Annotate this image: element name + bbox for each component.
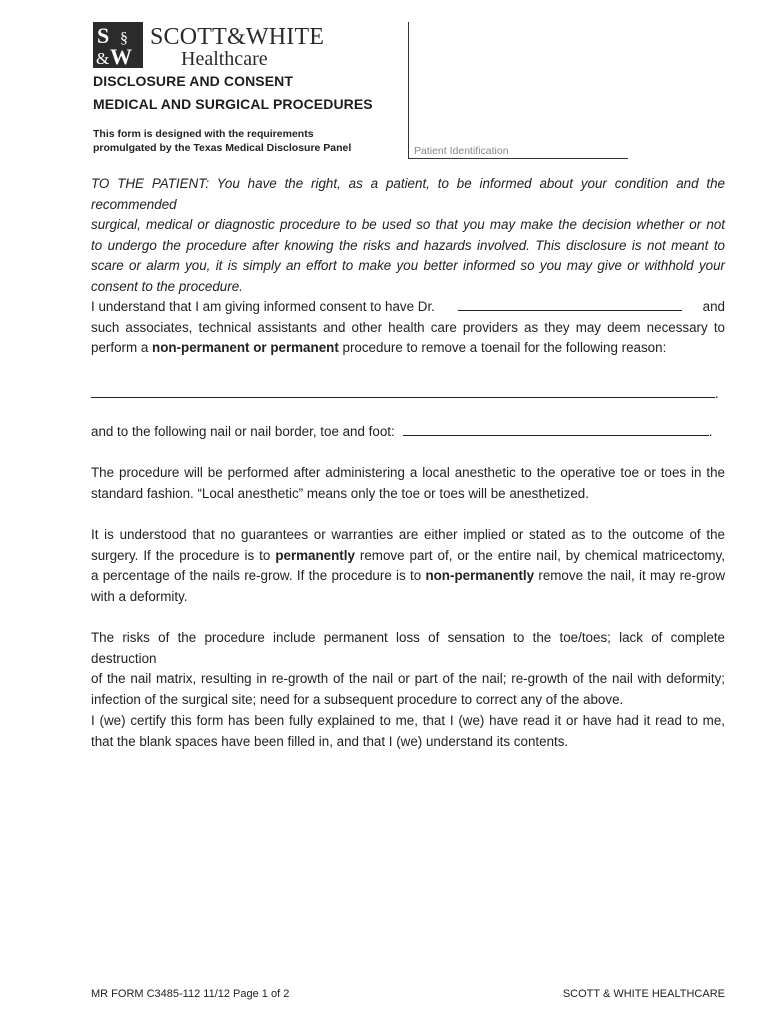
guarantee-line-2-end: remove part of, or the entire nail, by chemical matricectomy,: [354, 547, 726, 563]
patient-rights-paragraph: [91, 174, 725, 298]
patient-id-box-bottom-border: [408, 158, 628, 159]
non-permanently-text: non-permanently: [425, 568, 535, 584]
consent-doctor-text: I understand that I am giving informed consent to have Dr.: [91, 299, 435, 314]
patient-id-box-left-border: [408, 22, 409, 158]
consent-and-text: and: [702, 299, 725, 314]
reason-field[interactable]: [91, 397, 715, 398]
consent-line-3-start: perform a: [91, 340, 153, 356]
permanently-text: permanently: [275, 547, 355, 563]
logo-subtitle: Healthcare: [181, 48, 268, 70]
paragraph-line: scare or alarm you, it is simply an effort to make you better informed so you may give or withhold your: [91, 258, 725, 274]
guarantee-line-3-end: remove the nail, it may re-grow: [534, 568, 725, 584]
paragraph-line: The procedure will be performed after administering a local anesthetic to the operative toe or toes in the: [91, 465, 725, 480]
form-title-line-2: MEDICAL AND SURGICAL PROCEDURES: [93, 96, 373, 112]
consent-line-3-end: procedure to remove a toenail for the following reason:: [338, 340, 667, 356]
consent-line-2: such associates, technical assistants and other health care providers as they may deem necessary to: [91, 319, 725, 335]
paragraph-line: The risks of the procedure include permanent loss of sensation to the toe/toes; lack of complete destruction: [91, 630, 725, 666]
organization-footer: SCOTT & WHITE HEALTHCARE: [562, 988, 725, 1000]
consent-line-3: [91, 338, 725, 359]
paragraph-line: I (we) certify this form has been fully explained to me, that I (we) have read it or have had it read to me,: [91, 713, 725, 728]
consent-line-1: [91, 297, 725, 318]
nail-location-paragraph: [91, 422, 725, 443]
paragraph-line: surgical, medical or diagnostic procedure to be used so that you may make the decision whether or not: [91, 217, 725, 233]
doctor-name-field[interactable]: [458, 300, 682, 311]
paragraph-line: to undergo the procedure after knowing the risks and hazards involved. This disclosure is not meant to: [91, 237, 725, 253]
nail-location-line: [91, 422, 725, 443]
guarantee-paragraph: [91, 525, 725, 607]
anesthetic-paragraph: [91, 463, 725, 504]
svg-text:S: S: [97, 23, 110, 48]
paragraph-line: consent to the procedure.: [91, 278, 243, 294]
paragraph-line: that the blank spaces have been filled in, and that I (we) understand its contents.: [91, 733, 569, 749]
reason-field-period: .: [715, 386, 719, 401]
nail-location-text: and to the following nail or nail border, toe and foot:: [91, 424, 395, 439]
scott-white-logo: [93, 22, 324, 69]
form-title-line-1: DISCLOSURE AND CONSENT: [93, 73, 294, 89]
paragraph-line: with a deformity.: [91, 588, 188, 604]
paragraph-line: [91, 566, 725, 587]
certification-paragraph: [91, 711, 725, 752]
guarantee-line-3-start: a percentage of the nails re-grow. If the procedure is to: [91, 568, 426, 584]
paragraph-line: infection of the surgical site; need for a subsequent procedure to correct any of the above.: [91, 691, 624, 707]
patient-identification-label: Patient Identification: [414, 145, 509, 157]
procedure-type-text: non-permanent or permanent: [152, 340, 339, 356]
paragraph-line: [91, 546, 725, 567]
sw-monogram-icon: [93, 22, 143, 68]
paragraph-line: It is understood that no guarantees or warranties are either implied or stated as to the outcome of the: [91, 527, 725, 542]
paragraph-line: of the nail matrix, resulting in re-growth of the nail or part of the nail; re-growth of the nail with deformity;: [91, 671, 725, 687]
logo-name: SCOTT&WHITE: [150, 24, 325, 50]
consent-paragraph: [91, 297, 725, 359]
guarantee-line-2-start: surgery. If the procedure is to: [91, 547, 276, 563]
nail-location-period: .: [708, 424, 713, 439]
paragraph-line: TO THE PATIENT: You have the right, as a patient, to be informed about your condition and the recommended: [91, 176, 725, 212]
compliance-note-line-2: promulgated by the Texas Medical Disclosure Panel: [93, 142, 352, 154]
paragraph-line: standard fashion. “Local anesthetic” means only the toe or toes will be anesthetized.: [91, 485, 589, 501]
svg-text:W: W: [110, 44, 132, 68]
svg-text:&: &: [96, 49, 110, 68]
nail-location-field[interactable]: [403, 425, 709, 436]
svg-text:§: §: [120, 30, 128, 47]
form-number-footer: MR FORM C3485-112 11/12 Page 1 of 2: [91, 988, 290, 1000]
risks-paragraph: [91, 628, 725, 710]
compliance-note-line-1: This form is designed with the requirements: [93, 128, 314, 140]
form-compliance-note: [93, 127, 351, 155]
